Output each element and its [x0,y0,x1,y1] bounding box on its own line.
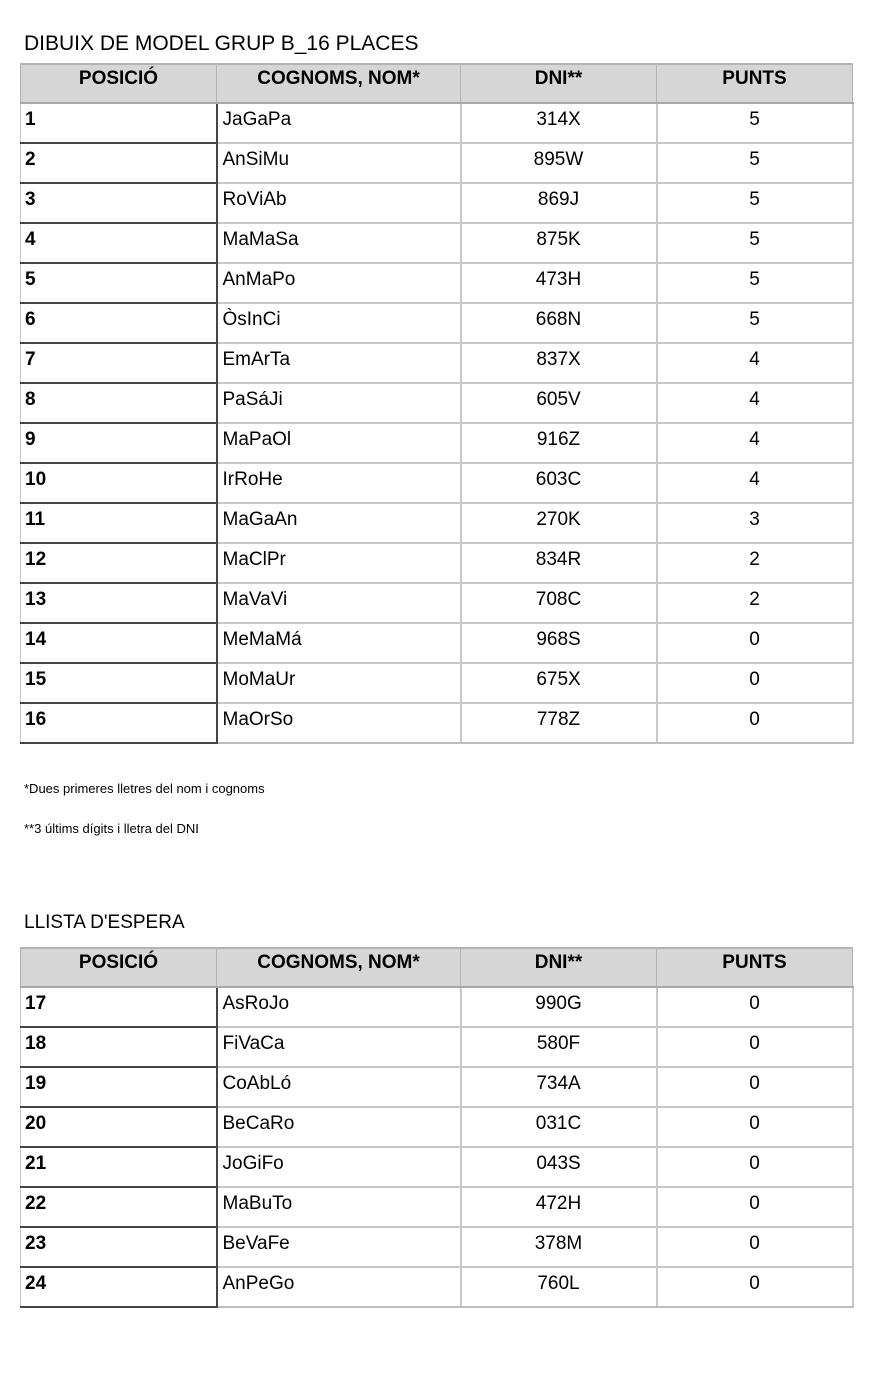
position-cell: 20 [21,1107,217,1147]
points-cell: 5 [657,223,853,263]
points-cell: 2 [657,543,853,583]
dni-cell: 580F [461,1027,657,1067]
table-row [21,423,853,463]
points-cell: 4 [657,343,853,383]
points-cell: 0 [657,703,853,743]
name-cell: EmArTa [217,343,461,383]
position-cell: 11 [21,503,217,543]
points-cell: 0 [657,1267,853,1307]
points-cell: 2 [657,583,853,623]
name-cell: MaGaAn [217,503,461,543]
header-position: POSICIÓ [21,948,217,987]
points-cell: 3 [657,503,853,543]
position-cell: 7 [21,343,217,383]
table-header-row [21,948,853,987]
table-row [21,1027,853,1067]
dni-cell: 603C [461,463,657,503]
dni-cell: 778Z [461,703,657,743]
name-cell: MaClPr [217,543,461,583]
dni-cell: 043S [461,1147,657,1187]
dni-cell: 869J [461,183,657,223]
dni-cell: 875K [461,223,657,263]
position-cell: 21 [21,1147,217,1187]
name-cell: BeVaFe [217,1227,461,1267]
header-name: COGNOMS, NOM* [217,64,461,103]
name-cell: MeMaMá [217,623,461,663]
position-cell: 4 [21,223,217,263]
dni-cell: 916Z [461,423,657,463]
dni-cell: 314X [461,103,657,143]
points-cell: 0 [657,663,853,703]
position-cell: 24 [21,1267,217,1307]
points-cell: 5 [657,183,853,223]
dni-cell: 708C [461,583,657,623]
points-cell: 5 [657,103,853,143]
table-row [21,383,853,423]
dni-cell: 675X [461,663,657,703]
position-cell: 22 [21,1187,217,1227]
points-cell: 0 [657,1147,853,1187]
table-row [21,623,853,663]
dni-cell: 834R [461,543,657,583]
points-cell: 5 [657,143,853,183]
position-cell: 6 [21,303,217,343]
name-cell: MaBuTo [217,1187,461,1227]
name-footnote: *Dues primeres lletres del nom i cognoms [24,781,265,796]
header-points: PUNTS [657,64,853,103]
position-cell: 5 [21,263,217,303]
name-cell: CoAbLó [217,1067,461,1107]
position-cell: 18 [21,1027,217,1067]
main-list-table [20,63,854,744]
table-row [21,1067,853,1107]
name-cell: MoMaUr [217,663,461,703]
name-cell: MaMaSa [217,223,461,263]
points-cell: 0 [657,987,853,1027]
position-cell: 19 [21,1067,217,1107]
position-cell: 1 [21,103,217,143]
dni-cell: 473H [461,263,657,303]
table-row [21,1267,853,1307]
table-row [21,143,853,183]
position-cell: 9 [21,423,217,463]
name-cell: AsRoJo [217,987,461,1027]
header-name: COGNOMS, NOM* [217,948,461,987]
name-cell: ÒsInCi [217,303,461,343]
name-cell: PaSáJi [217,383,461,423]
name-cell: JoGiFo [217,1147,461,1187]
points-cell: 5 [657,303,853,343]
name-cell: RoViAb [217,183,461,223]
table-header-row [21,64,853,103]
position-cell: 23 [21,1227,217,1267]
name-cell: IrRoHe [217,463,461,503]
table-row [21,1107,853,1147]
name-cell: JaGaPa [217,103,461,143]
table-row [21,343,853,383]
position-cell: 3 [21,183,217,223]
dni-cell: 472H [461,1187,657,1227]
waiting-list-table [20,947,854,1308]
table-row [21,463,853,503]
dni-footnote: **3 últims dígits i lletra del DNI [24,821,199,836]
points-cell: 0 [657,1107,853,1147]
dni-cell: 968S [461,623,657,663]
table-row [21,1147,853,1187]
position-cell: 2 [21,143,217,183]
points-cell: 0 [657,1027,853,1067]
points-cell: 0 [657,1227,853,1267]
position-cell: 14 [21,623,217,663]
table-row [21,1227,853,1267]
points-cell: 4 [657,383,853,423]
header-dni: DNI** [461,64,657,103]
table-row [21,663,853,703]
name-cell: MaOrSo [217,703,461,743]
name-cell: AnMaPo [217,263,461,303]
dni-cell: 734A [461,1067,657,1107]
name-cell: MaPaOl [217,423,461,463]
dni-cell: 895W [461,143,657,183]
position-cell: 16 [21,703,217,743]
main-list-title: DIBUIX DE MODEL GRUP B_16 PLACES [24,32,419,55]
position-cell: 10 [21,463,217,503]
points-cell: 0 [657,1067,853,1107]
table-row [21,703,853,743]
dni-cell: 837X [461,343,657,383]
position-cell: 15 [21,663,217,703]
position-cell: 8 [21,383,217,423]
header-position: POSICIÓ [21,64,217,103]
name-cell: AnPeGo [217,1267,461,1307]
table-row [21,103,853,143]
waiting-list-title: LLISTA D'ESPERA [24,912,185,933]
header-dni: DNI** [461,948,657,987]
position-cell: 13 [21,583,217,623]
dni-cell: 990G [461,987,657,1027]
points-cell: 4 [657,423,853,463]
table-row [21,223,853,263]
position-cell: 17 [21,987,217,1027]
points-cell: 5 [657,263,853,303]
points-cell: 0 [657,1187,853,1227]
main-list-body [21,103,853,743]
table-row [21,263,853,303]
dni-cell: 378M [461,1227,657,1267]
dni-cell: 270K [461,503,657,543]
dni-cell: 031C [461,1107,657,1147]
points-cell: 0 [657,623,853,663]
table-row [21,543,853,583]
points-cell: 4 [657,463,853,503]
name-cell: MaVaVi [217,583,461,623]
position-cell: 12 [21,543,217,583]
name-cell: AnSiMu [217,143,461,183]
table-row [21,503,853,543]
table-row [21,1187,853,1227]
name-cell: BeCaRo [217,1107,461,1147]
waiting-list-body [21,987,853,1307]
dni-cell: 605V [461,383,657,423]
dni-cell: 760L [461,1267,657,1307]
table-row [21,183,853,223]
header-points: PUNTS [657,948,853,987]
name-cell: FiVaCa [217,1027,461,1067]
table-row [21,583,853,623]
table-row [21,303,853,343]
dni-cell: 668N [461,303,657,343]
table-row [21,987,853,1027]
